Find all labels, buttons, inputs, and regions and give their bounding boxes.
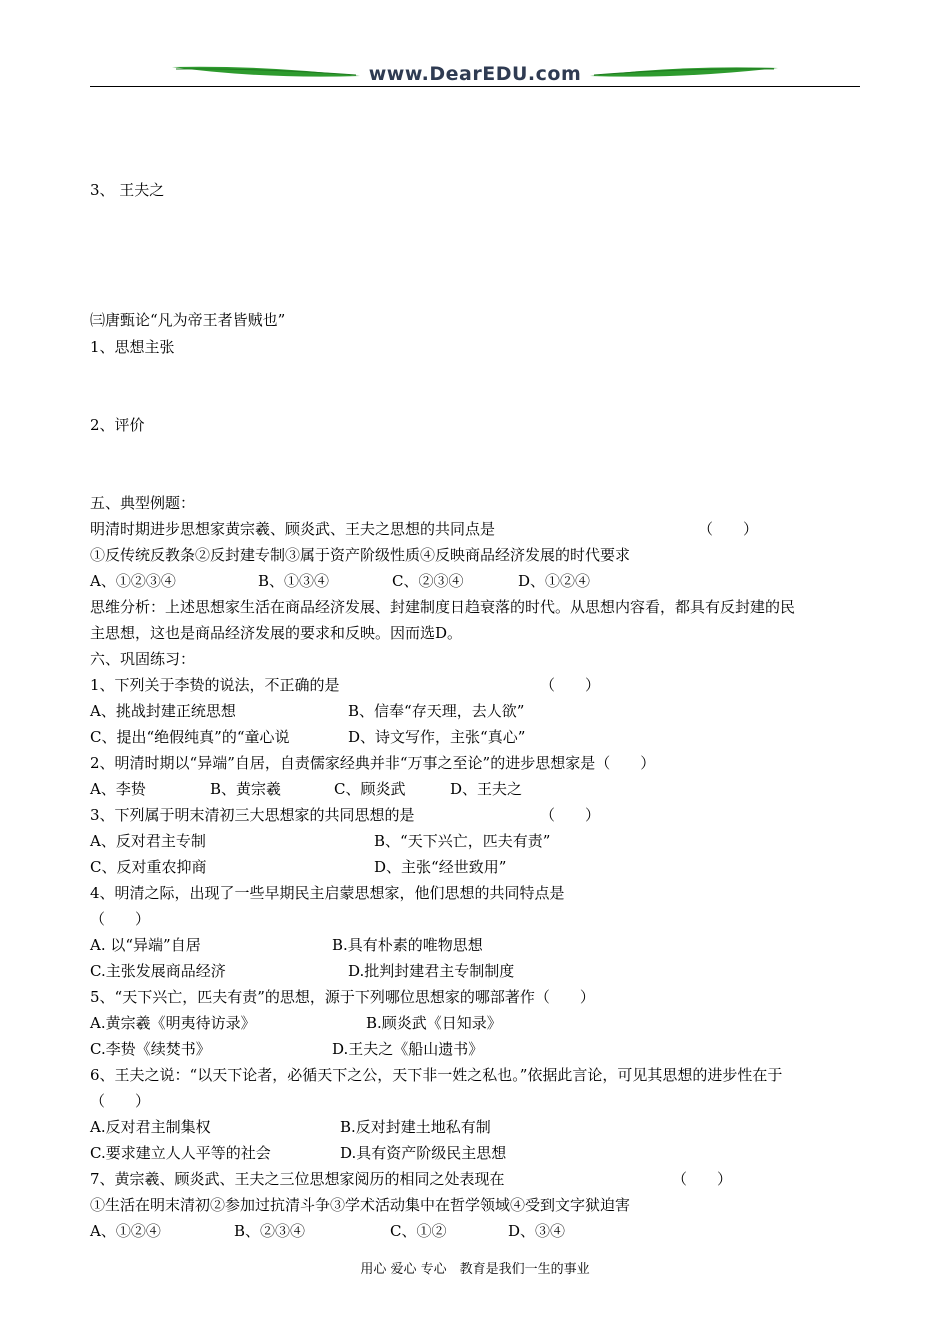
option-d: D.具有资产阶级民主思想: [340, 1144, 507, 1162]
option-a: A、挑战封建正统思想: [90, 702, 236, 720]
question-1-stem: 1、下列关于李贽的说法，不正确的是: [90, 676, 340, 694]
option-d: D、主张“经世致用”: [374, 858, 507, 876]
answer-bracket: （ ）: [90, 910, 151, 928]
option-c: C.要求建立人人平等的社会: [90, 1144, 271, 1162]
option-c: C.主张发展商品经济: [90, 962, 226, 980]
answer-bracket: （ ）: [698, 520, 759, 538]
page-footer: 用心 爱心 专心 教育是我们一生的事业: [360, 1262, 590, 1277]
option-b: B、信奉“存天理，去人欲”: [348, 702, 525, 720]
option-c: C.李贽《续焚书》: [90, 1040, 211, 1058]
question-6-stem: 6、王夫之说：“以天下论者，必循天下之公，天下非一姓之私也。”依据此言论，可见其思想的进步性在于: [90, 1066, 783, 1084]
option-c: C、顾炎武: [334, 780, 406, 798]
option-d: D、诗文写作，主张“真心”: [348, 728, 526, 746]
example-question-stem: 明清时期进步思想家黄宗羲、顾炎武、王夫之思想的共同点是: [90, 520, 496, 538]
option-d: D、③④: [508, 1222, 566, 1240]
question-7-statements: ①生活在明末清初②参加过抗清斗争③学术活动集中在哲学领域④受到文字狱迫害: [90, 1196, 631, 1214]
option-c: C、②③④: [392, 572, 464, 590]
section-wang-fuzhi: 3、 王夫之: [90, 181, 165, 199]
option-b: B、黄宗羲: [210, 780, 282, 798]
option-c: C、反对重农抑商: [90, 858, 207, 876]
option-b: B、②③④: [234, 1222, 306, 1240]
option-d: D、王夫之: [450, 780, 523, 798]
tangzhen-item-1: 1、思想主张: [90, 338, 175, 356]
option-c: C、①②: [390, 1222, 447, 1240]
question-2-stem: 2、明清时期以“异端”自居，自责儒家经典并非“万事之至论”的进步思想家是（ ）: [90, 754, 656, 772]
example-statements: ①反传统反教条②反封建专制③属于资产阶级性质④反映商品经济发展的时代要求: [90, 546, 631, 564]
option-a: A、①②④: [90, 1222, 161, 1240]
question-4-stem: 4、明清之际，出现了一些早期民主启蒙思想家，他们思想的共同特点是: [90, 884, 565, 902]
option-b: B.反对封建土地私有制: [340, 1118, 491, 1136]
option-a: A、李贽: [90, 780, 146, 798]
section-tangzhen-title: ㈢唐甄论“凡为帝王者皆贼也”: [90, 311, 286, 329]
option-a: A、①②③④: [90, 572, 176, 590]
option-c: C、提出“绝假纯真”的“童心说: [90, 728, 290, 746]
question-5-stem: 5、“天下兴亡，匹夫有责”的思想，源于下列哪位思想家的哪部著作（ ）: [90, 988, 595, 1006]
option-a: A、反对君主专制: [90, 832, 206, 850]
header-divider: [90, 86, 860, 87]
answer-bracket: （ ）: [672, 1170, 733, 1188]
site-logo-text: www.DearEDU.com: [368, 63, 582, 85]
example-heading: 五、典型例题：: [90, 494, 196, 512]
option-b: B.具有朴素的唯物思想: [332, 936, 483, 954]
question-3-stem: 3、下列属于明末清初三大思想家的共同思想的是: [90, 806, 415, 824]
answer-bracket: （ ）: [540, 806, 601, 824]
answer-bracket: （ ）: [90, 1092, 151, 1110]
question-7-stem: 7、黄宗羲、顾炎武、王夫之三位思想家阅历的相同之处表现在: [90, 1170, 505, 1188]
header-banner: [0, 55, 950, 95]
option-b: B.顾炎武《日知录》: [366, 1014, 502, 1032]
example-analysis-line-2: 主思想，这也是商品经济发展的要求和反映。因而选D。: [90, 624, 463, 642]
option-a: A. 以“异端”自居: [90, 936, 201, 954]
example-analysis-line-1: 思维分析：上述思想家生活在商品经济发展、封建制度日趋衰落的时代。从思想内容看，都具有反封建的民: [90, 598, 796, 616]
tangzhen-item-2: 2、评价: [90, 416, 145, 434]
option-a: A.黄宗羲《明夷待访录》: [90, 1014, 256, 1032]
option-d: D、①②④: [518, 572, 591, 590]
practice-heading: 六、巩固练习：: [90, 650, 196, 668]
option-b: B、①③④: [258, 572, 330, 590]
answer-bracket: （ ）: [540, 676, 601, 694]
option-b: B、“天下兴亡，匹夫有责”: [374, 832, 551, 850]
option-d: D.批判封建君主专制制度: [348, 962, 515, 980]
option-a: A.反对君主制集权: [90, 1118, 211, 1136]
option-d: D.王夫之《船山遗书》: [332, 1040, 484, 1058]
